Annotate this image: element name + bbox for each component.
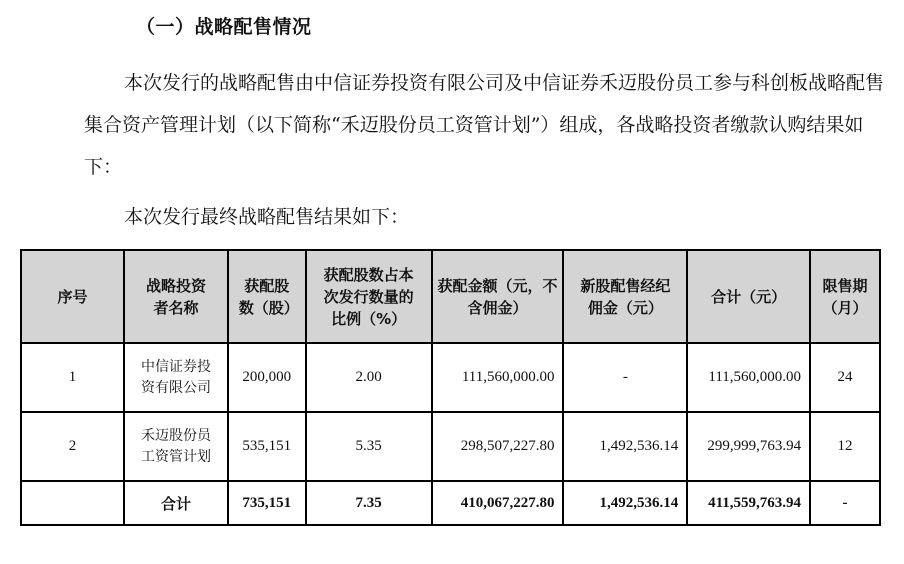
cell-lockup: 24 [810,343,880,412]
table-header-row [21,250,880,343]
cell-commission: 1,492,536.14 [563,412,687,481]
result-paragraph: 本次发行最终战略配售结果如下： [124,206,410,228]
cell-investor: 禾迈股份员工资管计划 [124,412,228,481]
header-seq: 序号 [21,250,124,343]
cell-total: 299,999,763.94 [687,412,810,481]
table-row [21,343,880,412]
total-total: 411,559,763.94 [687,481,810,525]
header-commission: 新股配售经纪佣金（元） [563,250,687,343]
cell-amount: 298,507,227.80 [432,412,564,481]
header-amount: 获配金额（元，不含佣金） [432,250,564,343]
cell-ratio: 5.35 [306,412,432,481]
header-total: 合计（元） [687,250,810,343]
cell-seq: 2 [21,412,124,481]
section-heading: （一）战略配售情况 [136,16,312,38]
cell-total: 111,560,000.00 [687,343,810,412]
table-row [21,412,880,481]
strategic-placement-table [20,249,881,526]
cell-shares: 200,000 [228,343,306,412]
total-lockup: - [810,481,880,525]
cell-shares: 535,151 [228,412,306,481]
total-label: 合计 [124,481,228,525]
header-lockup: 限售期（月） [810,250,880,343]
cell-commission: - [563,343,687,412]
cell-ratio: 2.00 [306,343,432,412]
total-amount: 410,067,227.80 [432,481,564,525]
total-ratio: 7.35 [306,481,432,525]
cell-seq: 1 [21,343,124,412]
cell-seq [21,481,124,525]
header-shares: 获配股数（股） [228,250,306,343]
cell-lockup: 12 [810,412,880,481]
total-shares: 735,151 [228,481,306,525]
intro-paragraph: 本次发行的战略配售由中信证券投资有限公司及中信证券禾迈股份员工参与科创板战略配售集合资产管理计划（以下简称“禾迈股份员工资管计划”）组成，各战略投资者缴款认购结果如下： [84,72,885,178]
header-investor: 战略投资者名称 [124,250,228,343]
cell-amount: 111,560,000.00 [432,343,564,412]
total-commission: 1,492,536.14 [563,481,687,525]
table-total-row [21,481,880,525]
header-ratio: 获配股数占本次发行数量的比例（%） [306,250,432,343]
cell-investor: 中信证券投资有限公司 [124,343,228,412]
